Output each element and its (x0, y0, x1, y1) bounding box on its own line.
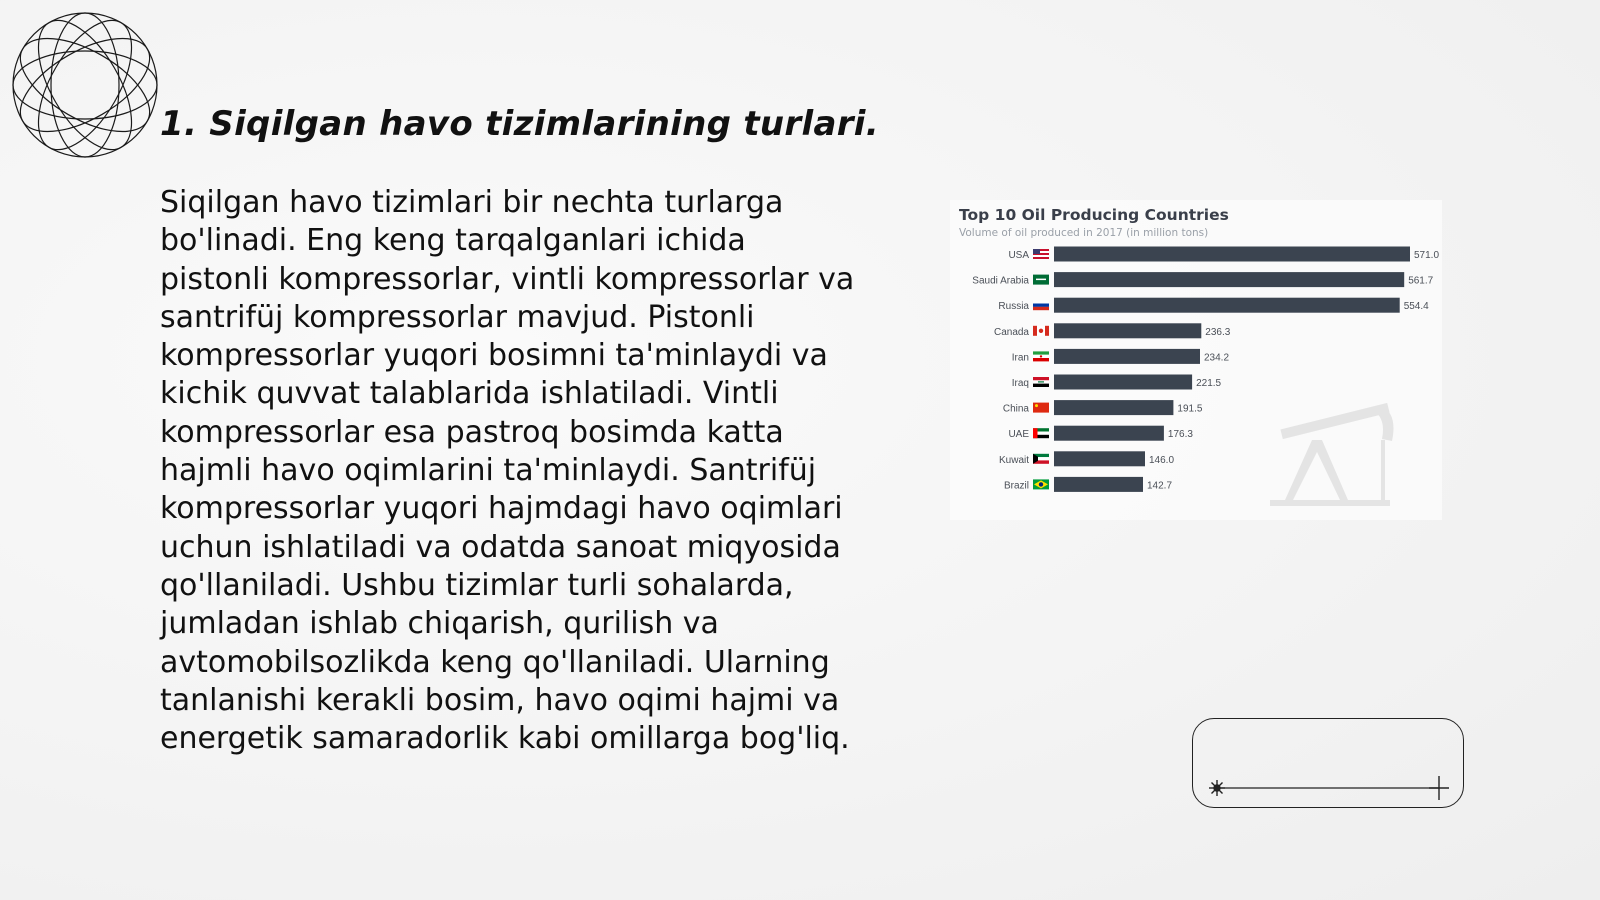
chart-bar (1054, 349, 1200, 364)
flag-icon-brazil (1033, 479, 1049, 489)
chart-value-label: 571.0 (1414, 250, 1440, 261)
oil-production-chart (950, 200, 1442, 520)
chart-category-label: Russia (998, 301, 1029, 313)
chart-value-label: 554.4 (1403, 301, 1429, 313)
chart-bar (1054, 400, 1173, 415)
chart-value-label: 191.5 (1177, 403, 1203, 415)
flag-icon-usa (1033, 249, 1049, 259)
chart-category-label: Iran (1011, 352, 1029, 364)
chart-value-label: 221.5 (1196, 378, 1222, 389)
chart-value-label: 561.7 (1408, 275, 1434, 287)
chart-bar (1054, 323, 1201, 338)
chart-subtitle: Volume of oil produced in 2017 (in million tons) (959, 227, 1209, 239)
slide-title: 1. Siqilgan havo tizimlarining turlari. (160, 104, 879, 144)
chart-value-label: 176.3 (1167, 429, 1193, 441)
chart-value-label: 146.0 (1149, 454, 1175, 466)
chart-bar (1054, 247, 1410, 262)
chart-bar (1054, 426, 1164, 441)
chart-category-label: UAE (1008, 429, 1029, 441)
orbital-rings-icon (10, 10, 160, 160)
slide-body-text: Siqilgan havo tizimlari bir nechta turlarga bo'linadi. Eng keng tarqalganlari ichida pistonli kompressorlar, vintli kompressorlar va santrifüj kompressorlar mavjud. Pistonli kompressorlar yuqori bosimni ta'minlaydi va kichik quvvat talablarida ishlatiladi. Vintli kompressorlar esa pastroq bosimda katta hajmli havo oqimlarini ta'minlaydi. Santrifüj kompressorlar yuqori hajmdagi havo oqimlari uchun ishlatiladi va odatda sanoat miqyosida qo'llaniladi. Ushbu tizimlar turli sohalarda, jumladan ishlab chiqarish, qurilish va avtomobilsozlikda keng qo'llaniladi. Ularning tanlanishi kerakli bosim, havo oqimi hajmi va energetik samaradorlik kabi omillarga bog'liq. (160, 185, 855, 757)
chart-category-label: China (1002, 403, 1029, 415)
sparkle-icon[interactable] (1209, 780, 1225, 796)
oil-pump-watermark-icon (1270, 403, 1394, 506)
chart-value-label: 236.3 (1205, 326, 1231, 338)
chart-category-label: USA (1008, 250, 1029, 261)
flag-icon-canada (1033, 326, 1049, 336)
chart-category-label: Canada (993, 326, 1029, 338)
chart-category-label: Brazil (1003, 480, 1029, 492)
chart-category-label: Kuwait (998, 454, 1029, 466)
chart-value-label: 234.2 (1204, 352, 1230, 364)
chart-value-label: 142.7 (1147, 480, 1173, 492)
cross-star-icon[interactable] (1429, 776, 1449, 800)
chart-bar (1054, 298, 1400, 313)
flag-icon-kuwait (1033, 454, 1049, 464)
chart-bar (1054, 451, 1145, 466)
chart-bar (1054, 272, 1404, 287)
slider-widget[interactable] (1192, 718, 1464, 808)
flag-icon-china (1033, 403, 1049, 413)
chart-title: Top 10 Oil Producing Countries (959, 206, 1229, 224)
chart-bar (1054, 477, 1143, 492)
flag-icon-saudi-arabia (1033, 275, 1049, 285)
flag-icon-iran (1033, 351, 1049, 361)
flag-icon-russia (1033, 300, 1049, 310)
chart-plot (950, 200, 1442, 520)
flag-icon-iraq (1033, 377, 1049, 387)
chart-category-label: Saudi Arabia (972, 275, 1029, 287)
chart-category-label: Iraq (1011, 378, 1029, 389)
chart-bar (1054, 375, 1192, 390)
flag-icon-uae (1033, 428, 1049, 438)
